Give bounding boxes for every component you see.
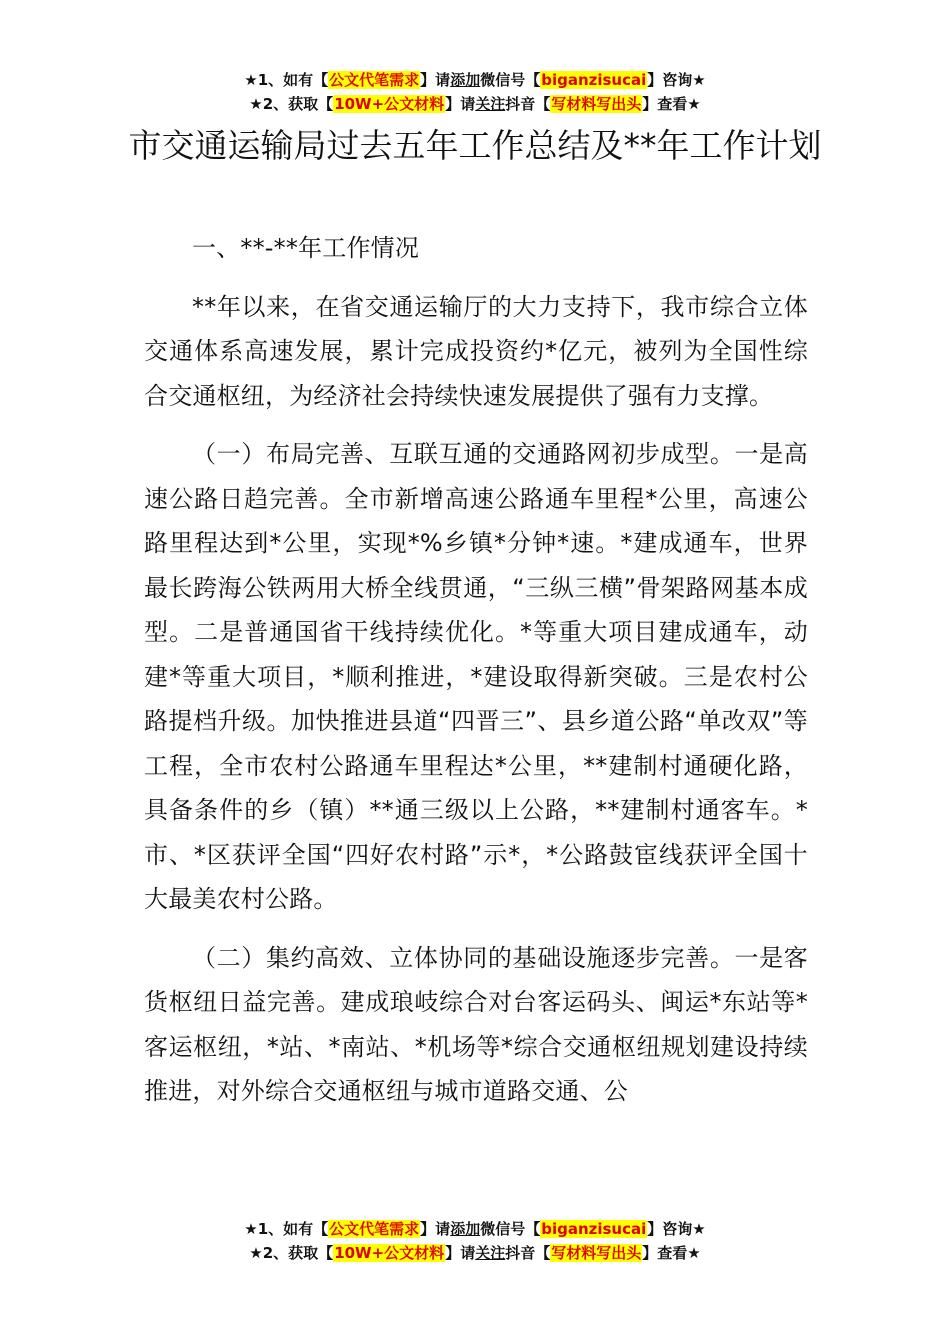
promo-highlight: 公文代笔需求 (329, 1220, 420, 1238)
section-heading: 一、**-**年工作情况 (192, 234, 420, 262)
promo-underline: 添加 (450, 71, 481, 89)
promo-text: ★2、获取【 (249, 95, 334, 113)
promo-highlight: biganzisucai (541, 71, 647, 89)
promo-text: 抖音【 (505, 1244, 551, 1262)
promo-banner-top (0, 68, 950, 116)
promo-text: 】咨询★ (647, 1220, 706, 1238)
promo-text: ★2、获取【 (249, 1244, 334, 1262)
promo-highlight: 写材料写出头 (551, 95, 642, 113)
promo-underline: 关注 (475, 1244, 506, 1262)
promo-text: 抖音【 (505, 95, 551, 113)
promo-text: 】查看★ (642, 1244, 701, 1262)
promo-text: 】请 (420, 71, 451, 89)
promo-line-1 (0, 1217, 950, 1241)
promo-line-1 (0, 68, 950, 92)
paragraph: （二）集约高效、立体协同的基础设施逐步完善。一是客货枢纽日益完善。建成琅岐综合对台客运码头、闽运*东站等*客运枢纽，*站、*南站、*机场等*综合交通枢纽规划建设持续推进，对外综合交通枢纽与城市道路交通、公 (144, 943, 808, 1105)
promo-text: 】咨询★ (647, 71, 706, 89)
promo-text: ★1、如有【 (244, 71, 329, 89)
promo-text: 】请 (445, 1244, 476, 1262)
promo-text: 】请 (445, 95, 476, 113)
promo-highlight: 10W+公文材料 (334, 1244, 445, 1262)
paragraph: **年以来，在省交通运输厅的大力支持下，我市综合立体交通体系高速发展，累计完成投资约*亿元，被列为全国性综合交通枢纽，为经济社会持续快速发展提供了强有力支撑。 (144, 292, 808, 410)
promo-text: 微信号【 (480, 71, 541, 89)
document-title: 市交通运输局过去五年工作总结及**年工作计划 (128, 126, 822, 165)
paragraph: （一）布局完善、互联互通的交通路网初步成型。一是高速公路日趋完善。全市新增高速公路通车里程*公里，高速公路里程达到*公里，实现*%乡镇*分钟*速。*建成通车，世界最长跨海公铁两用大桥全线贯通，“三纵三横”骨架路网基本成型。二是普通国省干线持续优化。*等重大项目建成通车，动建*等重大项目，*顺利推进，*建设取得新突破。三是农村公路提档升级。加快推进县道“四晋三”、县乡道公路“单改双”等工程，全市农村公路通车里程达*公里，**建制村通硬化路，具备条件的乡（镇）**通三级以上公路，**建制村通客车。*市、*区获评全国“四好农村路”示*，*公路鼓宦线获评全国十大最美农村公路。 (144, 440, 808, 913)
promo-text: 】请 (420, 1220, 451, 1238)
promo-underline: 关注 (475, 95, 506, 113)
promo-text: 】查看★ (642, 95, 701, 113)
document-body (144, 226, 808, 1128)
promo-text: ★1、如有【 (244, 1220, 329, 1238)
promo-highlight: 10W+公文材料 (334, 95, 445, 113)
promo-highlight: 写材料写出头 (551, 1244, 642, 1262)
promo-text: 微信号【 (480, 1220, 541, 1238)
promo-underline: 添加 (450, 1220, 481, 1238)
promo-highlight: biganzisucai (541, 1220, 647, 1238)
promo-line-2 (0, 92, 950, 116)
promo-banner-bottom (0, 1217, 950, 1265)
promo-line-2 (0, 1241, 950, 1265)
promo-highlight: 公文代笔需求 (329, 71, 420, 89)
